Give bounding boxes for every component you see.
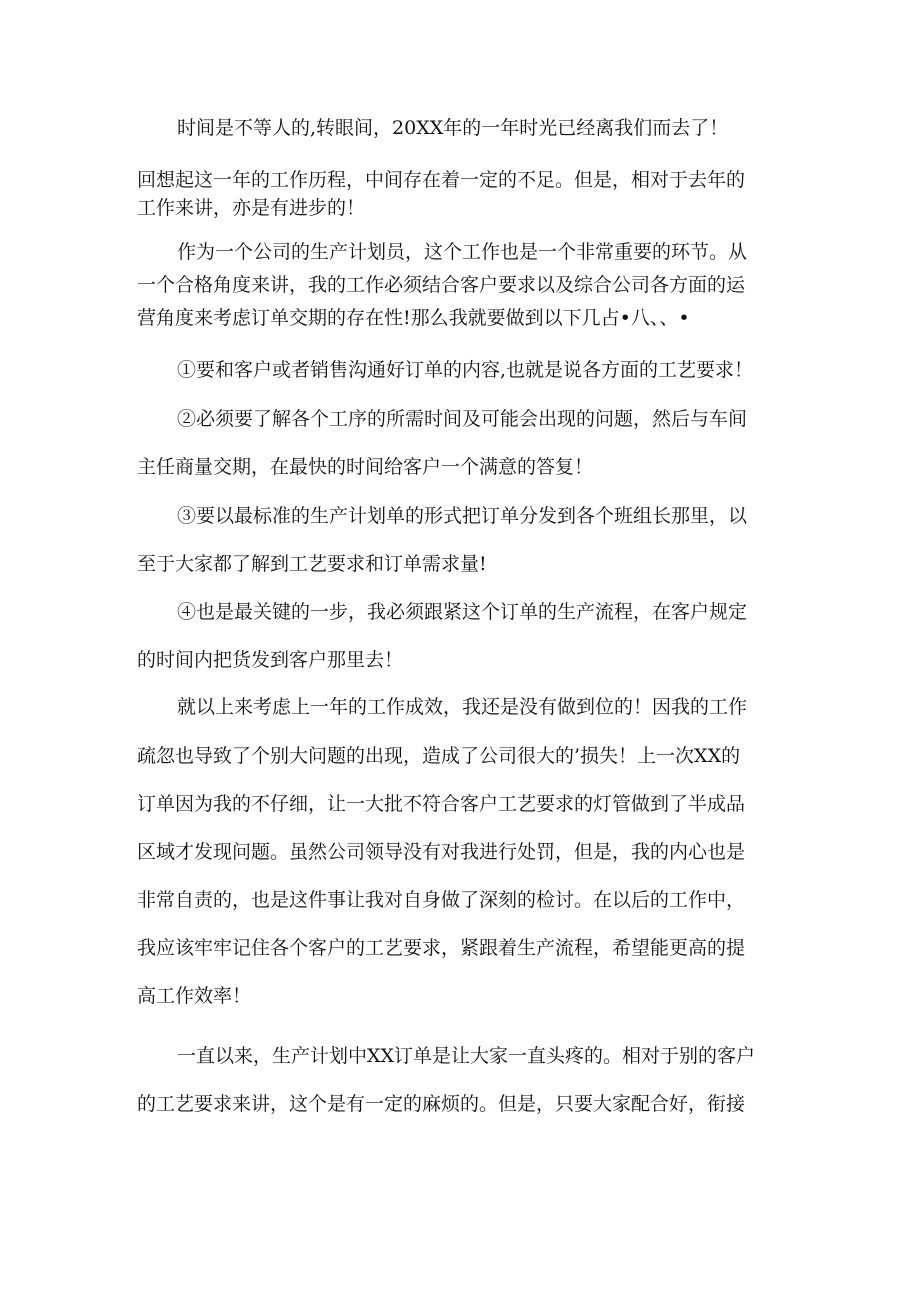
paragraph-line: 我应该牢牢记住各个客户的工艺要求，紧跟着生产流程，希望能更高的提 <box>137 937 746 959</box>
paragraph-line: 的工艺要求来讲，这个是有一定的麻烦的。但是，只要大家配合好，衔接 <box>137 1093 746 1115</box>
list-item-line: 的时间内把货发到客户那里去！ <box>137 649 404 671</box>
paragraph-line: 工作来讲，亦是有进步的！ <box>137 197 366 219</box>
paragraph-line: 区域才发现问题。虽然公司领导没有对我进行处罚，但是，我的内心也是 <box>137 841 746 863</box>
list-item-line: 至于大家都了解到工艺要求和订单需求量! <box>137 553 487 575</box>
paragraph-line: 疏忽也导致了个别大问题的出现，造成了公司很大的’损失！上一次XX的 <box>137 745 741 767</box>
list-item-line: ③要以最标准的生产计划单的形式把订单分发到各个班组长那里，以 <box>177 505 748 527</box>
paragraph-line: 一直以来，生产计划中XX订单是让大家一直头疼的。相对于别的客户 <box>177 1045 756 1067</box>
paragraph-line: 时间是不等人的,转眼间，20XX年的一年时光已经离我们而去了！ <box>177 117 729 139</box>
paragraph-line: 一个合格角度来讲，我的工作必须结合客户要求以及综合公司各方面的运 <box>137 274 746 296</box>
paragraph-line: 就以上来考虑上一年的工作成效，我还是没有做到位的！因我的工作 <box>177 696 748 718</box>
list-item-line: ②必须要了解各个工序的所需时间及可能会出现的问题，然后与车间 <box>177 408 748 430</box>
list-item-line: ④也是最关键的一步，我必须跟紧这个订单的生产流程，在客户规定 <box>177 601 748 623</box>
list-item-line: 主任商量交期，在最快的时间给客户一个满意的答复！ <box>137 456 594 478</box>
paragraph-line: 高工作效率！ <box>137 985 252 1007</box>
list-item-line: ①要和客户或者销售沟通好订单的内容,也就是说各方面的工艺要求！ <box>177 359 754 381</box>
paragraph-line: 订单因为我的不仔细，让一大批不符合客户工艺要求的灯管做到了半成品 <box>137 793 746 815</box>
paragraph-line: 回想起这一年的工作历程，中间存在着一定的不足。但是，相对于去年的 <box>137 169 746 191</box>
paragraph-line: 非常自责的，也是这件事让我对自身做了深刻的检讨。在以后的工作中， <box>137 889 746 911</box>
paragraph-line: 营角度来考虑订单交期的存在性!那么我就要做到以下几占•八、、• <box>137 307 690 329</box>
paragraph-line: 作为一个公司的生产计划员，这个工作也是一个非常重要的环节。从 <box>177 241 748 263</box>
